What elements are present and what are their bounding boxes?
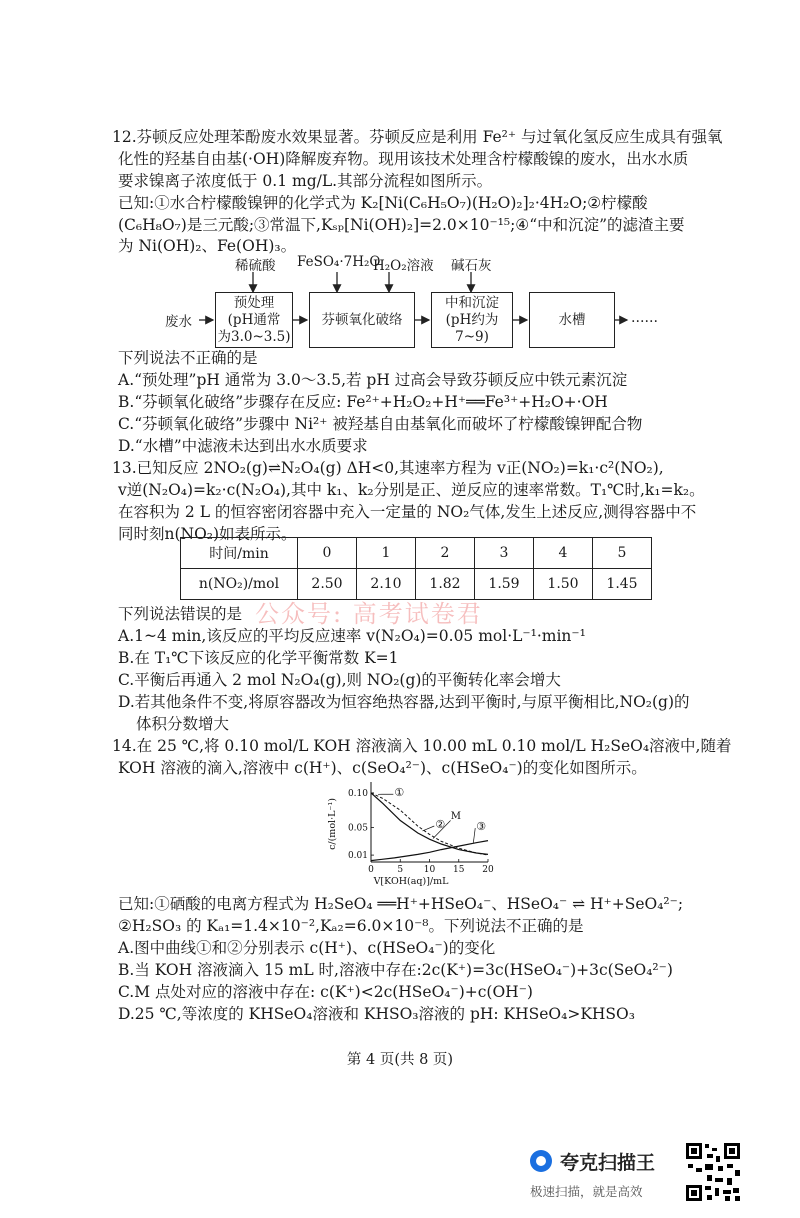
quark-logo-icon [530, 1150, 552, 1172]
y-tick-label: 0.01 [347, 851, 368, 862]
table-header-amount: n(NO₂)/mol [181, 569, 298, 600]
brand-name: 夸克扫描王 [560, 1152, 656, 1174]
table-header-time: 时间/min [181, 538, 298, 569]
q13-line-1: 13.已知反应 2NO₂(g)⇌N₂O₄(g) ΔH<0,其速率方程为 v正(NO₂)=k₁·c²(NO₂), [112, 459, 664, 477]
x-axis-label: V[KOH(aq)]/mL [373, 876, 449, 886]
table-cell: 1 [357, 538, 416, 569]
q12-line-5: (C₆H₈O₇)是三元酸;③常温下,Kₛₚ[Ni(OH)₂]=2.0×10⁻¹⁵;④“中和沉淀”的滤渣主要 [118, 216, 685, 234]
flow-box-neutralize: 中和沉淀 (pH约为7~9) [431, 292, 513, 348]
q12-line-1: 12.芬顿反应处理苯酚废水效果显著。芬顿反应是利用 Fe²⁺ 与过氧化氢反应生成具有强氧 [112, 128, 723, 146]
q13-option-b: B.在 T₁℃下该反应的化学平衡常数 K=1 [118, 649, 399, 667]
brand-slogan: 极速扫描，就是高效 [530, 1184, 643, 1199]
table-cell: 0 [298, 538, 357, 569]
qr-code-icon [685, 1142, 741, 1202]
no2-data-table [180, 537, 652, 600]
y-axis-label: c/(mol·L⁻¹) [327, 798, 338, 850]
flow-box-fenton: 芬顿氧化破络 [309, 292, 415, 348]
q12-line-2: 化性的羟基自由基(·OH)降解废弃物。现用该技术处理含柠檬酸镍的废水，出水水质 [118, 150, 689, 168]
series-line [371, 793, 488, 855]
flow-reagent-h2o2: H₂O₂溶液 [373, 258, 434, 274]
flow-reagent-acid: 稀硫酸 [235, 258, 276, 274]
x-tick-label: 0 [368, 865, 374, 875]
point-m-label: M [450, 811, 461, 823]
q12-line-4: 已知:①水合柠檬酸镍钾的化学式为 K₂[Ni(C₆H₅O₇)(H₂O)₂]₂·4H₂O;②柠檬酸 [118, 194, 648, 212]
q13-option-a: A.1~4 min,该反应的平均反应速率 v(N₂O₄)=0.05 mol·L⁻¹·min⁻¹ [118, 627, 586, 645]
table-cell: 2 [416, 538, 475, 569]
x-tick-label: 10 [423, 865, 436, 875]
q12-line-3: 要求镍离子浓度低于 0.1 mg/L.其部分流程如图所示。 [118, 172, 493, 190]
q14-line-2: KOH 溶液的滴入,溶液中 c(H⁺)、c(SeO₄²⁻)、c(HSeO₄⁻)的变化如图所示。 [118, 759, 647, 777]
q14-option-d: D.25 ℃,等浓度的 KHSeO₄溶液和 KHSO₃溶液的 pH: KHSeO₄>KHSO₃ [118, 1005, 635, 1023]
titration-chart [323, 778, 498, 886]
q13-option-c: C.平衡后再通入 2 mol N₂O₄(g),则 NO₂(g)的平衡转化率会增大 [118, 671, 561, 689]
flow-box-tank: 水槽 [529, 292, 615, 348]
table-cell: 1.50 [534, 569, 593, 600]
table-cell: 1.59 [475, 569, 534, 600]
flow-input-label: 废水 [165, 314, 192, 330]
q14-line-1: 14.在 25 ℃,将 0.10 mol/L KOH 溶液滴入 10.00 mL 0.10 mol/L H₂SeO₄溶液中,随着 [112, 737, 732, 755]
table-cell: 2.10 [357, 569, 416, 600]
scanner-brand [530, 1148, 680, 1208]
q14-option-c: C.M 点处对应的溶液中存在: c(K⁺)<2c(HSeO₄⁻)+c(OH⁻) [118, 983, 533, 1001]
table-row [181, 538, 652, 569]
q12-option-a: A.“预处理”pH 通常为 3.0～3.5,若 pH 过高会导致芬顿反应中铁元素沉淀 [118, 371, 628, 389]
curve-label: ① [394, 786, 405, 800]
table-cell: 4 [534, 538, 593, 569]
flow-reagent-soda-lime: 碱石灰 [451, 258, 492, 274]
label-leader [422, 826, 434, 831]
q12-line-6: 为 Ni(OH)₂、Fe(OH)₃。 [118, 237, 297, 255]
page-footer: 第 4 页(共 8 页) [346, 1052, 454, 1068]
x-tick-label: 5 [397, 865, 404, 875]
table-cell: 3 [475, 538, 534, 569]
q14-known-2: ②H₂SO₃ 的 Kₐ₁=1.4×10⁻²,Kₐ₂=6.0×10⁻⁸。下列说法不正确的是 [118, 917, 584, 935]
q13-line-2: v逆(N₂O₄)=k₂·c(N₂O₄),其中 k₁、k₂分别是正、逆反应的速率常数。T₁℃时,k₁=k₂。 [118, 481, 705, 499]
q14-known-1: 已知:①硒酸的电离方程式为 H₂SeO₄ ══H⁺+HSeO₄⁻、HSeO₄⁻ ⇌ H⁺+SeO₄²⁻; [118, 895, 684, 913]
series-line [371, 841, 488, 861]
table-cell: 1.45 [593, 569, 652, 600]
y-tick-label: 0.10 [347, 788, 368, 799]
q12-option-d: D.“水槽”中滤液未达到出水水质要求 [118, 437, 368, 455]
x-tick-label: 20 [482, 865, 494, 875]
table-cell: 2.50 [298, 569, 357, 600]
q13-line-3: 在容积为 2 L 的恒容密闭容器中充入一定量的 NO₂气体,发生上述反应,测得容器中不 [118, 503, 697, 521]
curve-label: ② [435, 818, 446, 831]
q12-prompt: 下列说法不正确的是 [118, 349, 258, 367]
q13-option-d: D.若其他条件不变,将原容器改为恒容绝热容器,达到平衡时,与原平衡相比,NO₂(g)的 [118, 693, 690, 711]
flow-reagent-feso4: FeSO₄·7H₂O [297, 254, 381, 270]
q14-option-b: B.当 KOH 溶液滴入 15 mL 时,溶液中存在:2c(K⁺)=3c(HSeO₄⁻)+3c(SeO₄²⁻) [118, 961, 673, 979]
process-flow-diagram [165, 252, 685, 348]
q13-line-4: 同时刻n(NO₂)如表所示。 [118, 525, 297, 543]
q13-prompt: 下列说法错误的是 [118, 605, 243, 623]
label-leader [473, 828, 475, 843]
q14-option-a: A.图中曲线①和②分别表示 c(H⁺)、c(HSeO₄⁻)的变化 [118, 939, 496, 957]
q13-option-d-cont: 体积分数增大 [136, 715, 230, 733]
table-cell: 5 [593, 538, 652, 569]
curve-label: ③ [476, 820, 487, 834]
x-tick-label: 15 [453, 865, 465, 875]
y-tick-label: 0.05 [347, 823, 368, 834]
watermark-text: 公众号: 高考试卷君 [255, 600, 483, 628]
q12-option-c: C.“芬顿氧化破络”步骤中 Ni²⁺ 被羟基自由基氧化而破坏了柠檬酸镍钾配合物 [118, 415, 643, 433]
flow-box-pretreatment: 预处理 (pH通常 为3.0~3.5) [215, 292, 293, 348]
table-cell: 1.82 [416, 569, 475, 600]
flow-tail: …… [631, 310, 658, 326]
series-line [371, 793, 488, 855]
q12-option-b: B.“芬顿氧化破络”步骤存在反应: Fe²⁺+H₂O₂+H⁺══Fe³⁺+H₂O+·OH [118, 393, 608, 411]
